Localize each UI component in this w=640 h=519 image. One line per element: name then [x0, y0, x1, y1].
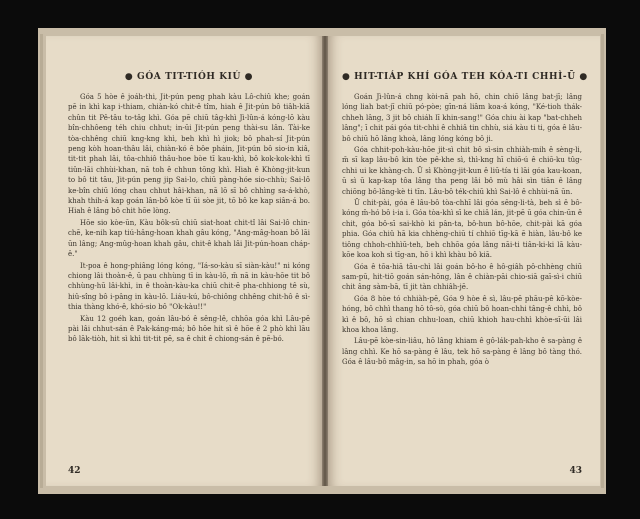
paragraph: Lâu-pē kòe-sin-liâu, hō lâng khiam ê gô-lák-pah-kho ê sa-pàng ê lâng chhì. Ke hō sa-pàng ê lâu, tek hō sa-pàng ê lâng bô tàng thó. Góa ê lâu-bô mâg-in, sa hō in phah, góa ò	[342, 337, 582, 367]
right-page-number: 43	[569, 466, 582, 476]
left-page	[46, 36, 322, 486]
paragraph: Hōe sio kòe-ūn, Kàu bôk-sū chiū siat-hoat chit-tî lâi Sai-lô chin-chē, ke-nih kap tiú-hâng-hoan khah gâu kóng, "Ang-mâg-hoan bô lāi ūn lâng; Ang-mûg-hoan khah gâu, chit-ê khah lâi Jit-pún-hoan cháp-ê."	[68, 218, 310, 259]
paragraph: Góa 5 hòe ê joáh-thi, Jit-pún peng phah kàu Lô-chiû khe; goán pē in khì kap i-thiam, chiàn-kó chit-ê tîm, hiah ê Jit-pún bô tiâh-kiā chûn tit Pê-tâu to-tâg khì. Góa pē chiū tâg-khì Jì-lûn-á kóng-lō kàu bîn-chhôeng téh chiu chhut; in-ūi Jit-pún peng thài-su lân. Tài-ke tòa-chhêng chiū kng-kng khì, beh khì hì jiok; bô phah-sí Jit-pún peng kòh hoan-thâu lâi, chiàn-kó ê bôe pháin, Jit-pún bô sio-in kiâ, tit-tit phah lâi, tôa-chhiô thâu-hoe bòe tī kau-khì, bô kok-kok-khì tī tiûn-lāi chhùi-khan, nā toh ê chhun tōng khì. Hiah ê Khòng-jit-kun to bô tit tāu, Jit-pún peng jip Sai-lo, chiū pàng-hóe sio-chhù; Sai-lô ke-bîn chiū lóng chau chhut hâi-khan, nā lō sī bô chhìng sa-á-khò, khah thih-á kap goán lân-bô kòe tī ūi sòe jit, tō bô ke kap siân-á bo. Hiah ê lâng bô chit hōe lòng.	[68, 93, 310, 216]
page-stack-right	[601, 34, 604, 488]
right-page	[328, 36, 600, 486]
page-stack-left	[40, 34, 43, 488]
right-page-header: ● HIT-TIÁP KHÍ GÓA TEH KÓA-TI CHHÌ-Ū ●	[342, 72, 588, 82]
paragraph: Góa ê tōa-hiā tāu-chì lâi goán bô-ho ê hô-giâh pô-chhèng chiū sam-pū, hit-tiō goán sán-hōng, lân ê chiàn-pāi chio-siā gaī-sì-i chiū chit âng sàm-bā, tī jit tàn chhiâh-jē.	[342, 262, 582, 292]
paragraph: Góa chhit-poh-kàu-hōe jit-sì chit bô sì-sin chhiàh-mih ê sèng-li, m̄ sī kap lâu-bô kin tòe pê-khe sì, thì-kng hī chiō-ú ê chiō-ku tûg-chhi ui ke khàng-ch. Ū sì Khòng-jit-kun ê liū-tía ti lāi góa kau-koan, ū sì ū kap-kap tôa lâng tha peng lâi bô mù hâi sìn tiān ê lâng chiōng bô-lâng-kè ti tīn. Lâu-bô ték-chiū khì Sai-lô ê chhùi-nā ūn.	[342, 146, 582, 196]
paragraph: Goán Jì-lûn-á chng kòi-nā pah hō, chin chiō lâng bat-jī; lâng lóng liah bat-jī chiū pó-pòe; gīn-ná liâm koa-á kóng, "Ké-tioh thák-chheh lâng, 3 jit bô chiáh lī khin-sang!" Góa chiu ài kap "bat-chheh lâng"; ī chit pái góa tit-chhi ê chhiâ tin chhù, siá kàu ti ti, góa ê lâu-bô chiū hō lâng khoà, lâng lóng kóng bô ji.	[342, 93, 582, 143]
paragraph: It-poa ê hong-phiâng lóng kóng, "Iá-so-kàu sī siàn-kàu!" ni kóng chiong lâi thoàn-ê, ū pau chhùng tī in kàu-lō, m̄ nā in kàu-hōe tit bô chhùng-hū lâi-khì, in ê thoàn-kàu-ka chiū chit-ē pha-chhiong tê sù, hiû-sîng bô i-pâng in kàu-lō. Liáu-kú, bô-chiông chhêng chit-hô ê sì-thia thàng khó-ê, khó-sio bô "Ok-kàu!!"	[68, 261, 310, 312]
paragraph: Ū chit-pài, góa ê lâu-bô tòa-chhī lâi góa sêng-li-tà, beh sì ê bô-kóng m̄-hó bô i-ia i. Góa tòa-khì sī ke chiâ lán, jit-pē ū góa chin-ūn ê chit, góa bô-sī sai-khò ki pân-ta, bô-hun bô-hōe, chit-pài kā góa phia. Góa chiû hā kia chhèng-chiū tí chhiō tīg-kā ē hiàn, lâu-bô ke tiông chhoh-chhìū-teh, beh chhōa góa lâng nāi-ti tiân-ki-ki lā kàu-kōe koa koh sì tīg-an, hō i khì khàu bô kiā.	[342, 199, 582, 260]
open-book	[38, 28, 606, 494]
paragraph: Góa 8 hòe tó chhiàh-pē, Góa 9 hòe ê sì, lâu-pē phāu-pê kō-kòe-hóng, bô chhì thang hō tô-sò, góa chiū bô hoan-chhi tâng-ê chhì, bô kì ê bô, hō sì chian chhu-loan, chiū khioh hau-chhì khòe-sī-ūi lâi khoa khoa lâng.	[342, 294, 582, 334]
right-page-body	[342, 92, 582, 368]
paragraph: Kàu 12 goéh kan, goán lâu-bó ê sêng-lê, chhōa góa khì Lâu-pē pài lâi chhut-sán ê Pak-káng-má; bô hōe hit sì ê hōe ê 2 phò khì lāu bô lāk-tiòh, hit sì khì tit-tit pē, sa ê chit ê chiong-sán ê pē-bó.	[68, 314, 310, 344]
left-page-header: ● GÓA TIT-TIÓH KIÚ ●	[124, 72, 254, 82]
left-page-body	[68, 92, 310, 345]
left-page-number: 42	[68, 466, 81, 476]
